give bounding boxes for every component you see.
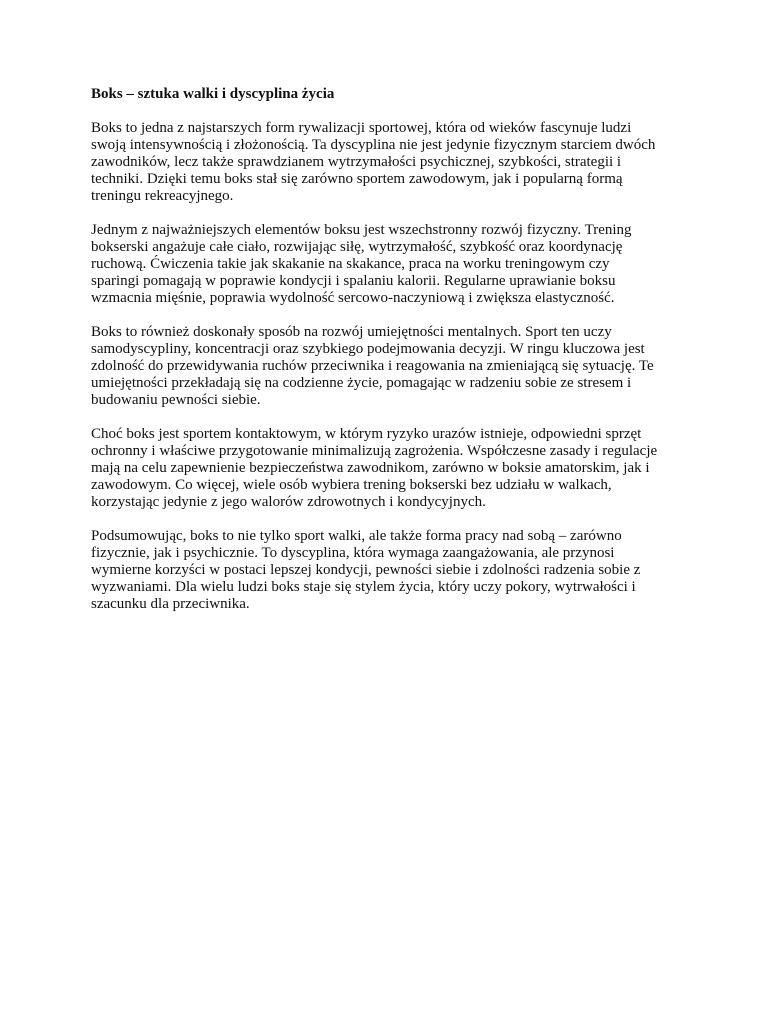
paragraph-line: Boks to jedna z najstarszych form rywalizacji sportowej, która od wieków fascynuje ludzi [91, 120, 632, 136]
paragraph-line: Boks to również doskonały sposób na rozwój umiejętności mentalnych. Sport ten uczy [91, 324, 612, 340]
paragraph-line: umiejętności przekładają się na codzienne życie, pomagając w radzeniu sobie ze stresem i [91, 375, 632, 391]
paragraph-line: ruchową. Ćwiczenia takie jak skakanie na skakance, praca na worku treningowym czy [91, 256, 610, 272]
paragraph-line: swoją intensywnością i złożonością. Ta dyscyplina nie jest jedynie fizycznym starciem dwóch [91, 137, 656, 153]
paragraph-list [91, 120, 681, 613]
paragraph-line: wyzwaniami. Dla wielu ludzi boks staje się stylem życia, który uczy pokory, wytrwałości i [91, 579, 636, 595]
paragraph-line: zawodników, lecz także sprawdzianem wytrzymałości psychicznej, szybkości, strategii i [91, 154, 622, 170]
paragraph-line: treningu rekreacyjnego. [91, 188, 234, 204]
paragraph [91, 222, 681, 307]
paragraph-line: budowaniu pewności siebie. [91, 392, 261, 408]
paragraph-line: Jednym z najważniejszych elementów boksu jest wszechstronny rozwój fizyczny. Trening [91, 222, 632, 238]
paragraph [91, 120, 681, 205]
paragraph-line: wzmacnia mięśnie, poprawia wydolność sercowo-naczyniową i zwiększa elastyczność. [91, 290, 615, 306]
paragraph [91, 324, 681, 409]
paragraph-line: techniki. Dzięki temu boks stał się zarówno sportem zawodowym, jak i popularną formą [91, 171, 623, 187]
paragraph-line: Choć boks jest sportem kontaktowym, w którym ryzyko urazów istnieje, odpowiedni sprzęt [91, 426, 642, 442]
document-body [91, 86, 681, 630]
document-title: Boks – sztuka walki i dyscyplina życia [91, 86, 335, 102]
paragraph-line: zdolność do przewidywania ruchów przeciwnika i reagowania na zmieniającą się sytuację. Te [91, 358, 654, 374]
paragraph-line: wymierne korzyści w postaci lepszej kondycji, pewności siebie i zdolności radzenia sobie z [91, 562, 641, 578]
paragraph-line: sparingi pomagają w poprawie kondycji i spalaniu kalorii. Regularne uprawianie boksu [91, 273, 616, 289]
paragraph-line: bokserski angażuje całe ciało, rozwijając siłę, wytrzymałość, szybkość oraz koordynację [91, 239, 623, 255]
paragraph-line: korzystając jedynie z jego walorów zdrowotnych i kondycyjnych. [91, 494, 486, 510]
paragraph [91, 426, 681, 511]
paragraph-line: mają na celu zapewnienie bezpieczeństwa zawodnikom, zarówno w boksie amatorskim, jak i [91, 460, 650, 476]
paragraph-line: fizycznie, jak i psychicznie. To dyscyplina, która wymaga zaangażowania, ale przynosi [91, 545, 615, 561]
paragraph-line: ochronny i właściwe przygotowanie minimalizują zagrożenia. Współczesne zasady i regulacje [91, 443, 658, 459]
paragraph-line: Podsumowując, boks to nie tylko sport walki, ale także forma pracy nad sobą – zarówno [91, 528, 622, 544]
paragraph-line: samodyscypliny, koncentracji oraz szybkiego podejmowania decyzji. W ringu kluczowa jest [91, 341, 645, 357]
paragraph [91, 528, 681, 613]
paragraph-line: zawodowym. Co więcej, wiele osób wybiera trening bokserski bez udziału w walkach, [91, 477, 612, 493]
paragraph-line: szacunku dla przeciwnika. [91, 596, 250, 612]
